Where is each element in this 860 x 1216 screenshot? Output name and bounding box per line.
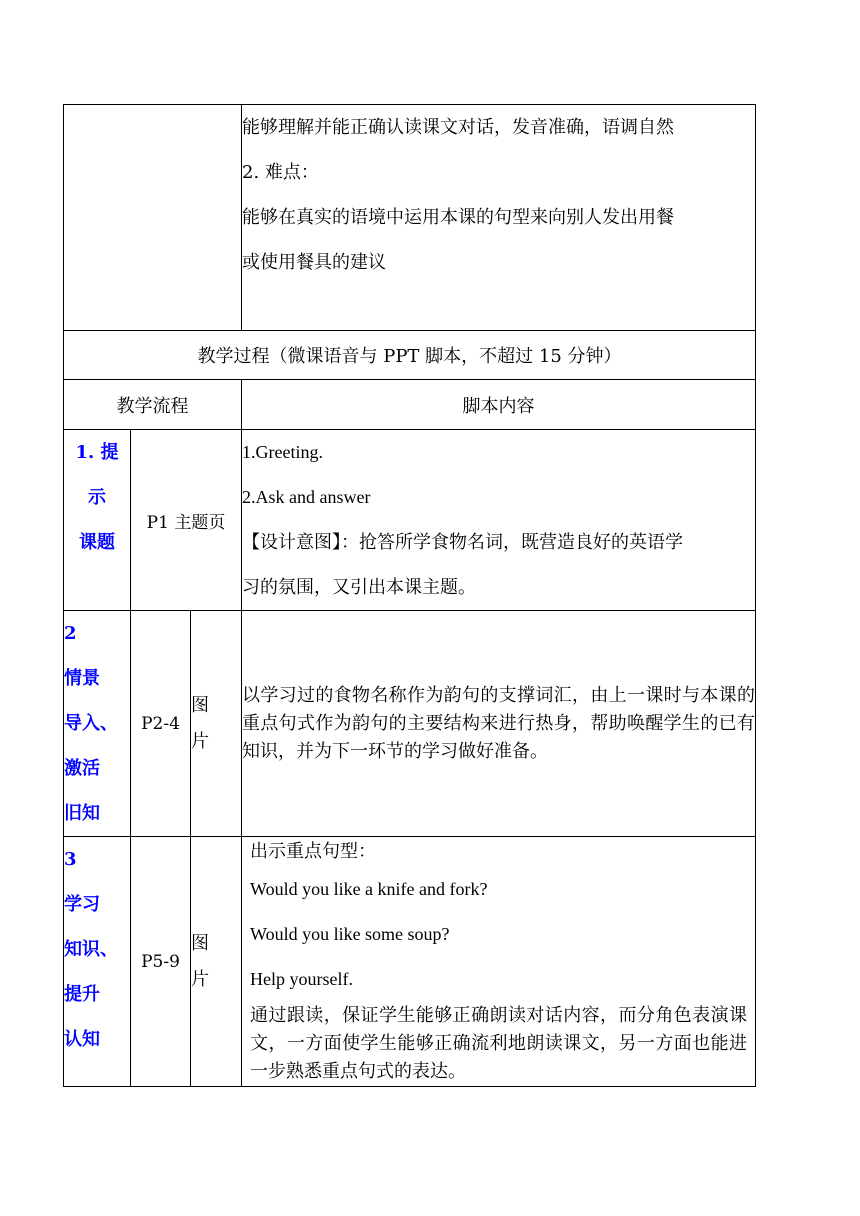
section-header: 教学过程（微课语音与 PPT 脚本，不超过 15 分钟） <box>64 331 756 380</box>
step-title-line: 1. 提 <box>75 442 119 463</box>
slide-pages: P1 主题页 <box>131 430 242 611</box>
step-title-line: 课题 <box>79 532 115 553</box>
text-line: 出示重点句型： <box>250 841 377 862</box>
media-char: 图 <box>191 932 209 954</box>
table-row <box>64 380 756 430</box>
media-char: 图 <box>191 694 209 716</box>
media-char: 片 <box>191 730 209 752</box>
table-row <box>64 331 756 380</box>
step-title-line: 导入、 <box>64 713 118 734</box>
key-points-cell <box>242 105 756 331</box>
lesson-plan-table <box>63 104 756 1087</box>
text-line: 习的氛围，又引出本课主题。 <box>242 577 477 598</box>
text-line: 【设计意图】：抢答所学食物名词，既营造良好的英语学 <box>242 532 684 553</box>
step-title-line: 认知 <box>64 1029 100 1050</box>
media-char: 片 <box>191 968 209 990</box>
text-line: Help yourself. <box>250 969 353 989</box>
text-line: 或使用餐具的建议 <box>242 252 387 273</box>
script-content <box>242 430 756 611</box>
text-paragraph: 通过跟读，保证学生能够正确朗读对话内容，而分角色表演课文，一方面使学生能够正确流利地朗读课文，另一方面也能进一步熟悉重点句式的表达。 <box>250 1005 748 1082</box>
media-type <box>191 611 242 837</box>
table-row <box>64 611 756 837</box>
step-title-line: 提升 <box>64 984 100 1005</box>
step-title-line: 2 <box>64 623 77 644</box>
step-title-line: 3 <box>64 849 77 870</box>
step-title <box>64 837 131 1087</box>
script-content <box>242 837 756 1087</box>
media-type <box>191 837 242 1087</box>
step-title <box>64 430 131 611</box>
text-line: 2. 难点： <box>242 162 319 183</box>
slide-pages: P5-9 <box>131 837 191 1087</box>
step-title-line: 旧知 <box>64 803 100 824</box>
table-row <box>64 430 756 611</box>
step-title <box>64 611 131 837</box>
table-row <box>64 837 756 1087</box>
column-header-script: 脚本内容 <box>242 380 756 430</box>
text-line: 2.Ask and answer <box>242 487 371 507</box>
column-header-flow: 教学流程 <box>64 380 242 430</box>
text-line: 1.Greeting. <box>242 442 323 462</box>
empty-cell <box>64 105 242 331</box>
text-line: Would you like some soup? <box>250 924 450 944</box>
script-content: 以学习过的食物名称作为韵句的支撑词汇，由上一课时与本课的重点句式作为韵句的主要结构来进行热身，帮助唤醒学生的已有知识，并为下一环节的学习做好准备。 <box>242 611 756 837</box>
table-row <box>64 105 756 331</box>
step-title-line: 情景 <box>64 668 100 689</box>
step-title-line: 激活 <box>64 758 100 779</box>
text-line: 能够在真实的语境中运用本课的句型来向别人发出用餐 <box>242 207 675 228</box>
step-title-line: 示 <box>88 487 106 508</box>
text-line: Would you like a knife and fork? <box>250 879 488 899</box>
step-title-line: 知识、 <box>64 939 118 960</box>
slide-pages: P2-4 <box>131 611 191 837</box>
step-title-line: 学习 <box>64 894 100 915</box>
text-line: 能够理解并能正确认读课文对话，发音准确，语调自然 <box>242 117 675 138</box>
